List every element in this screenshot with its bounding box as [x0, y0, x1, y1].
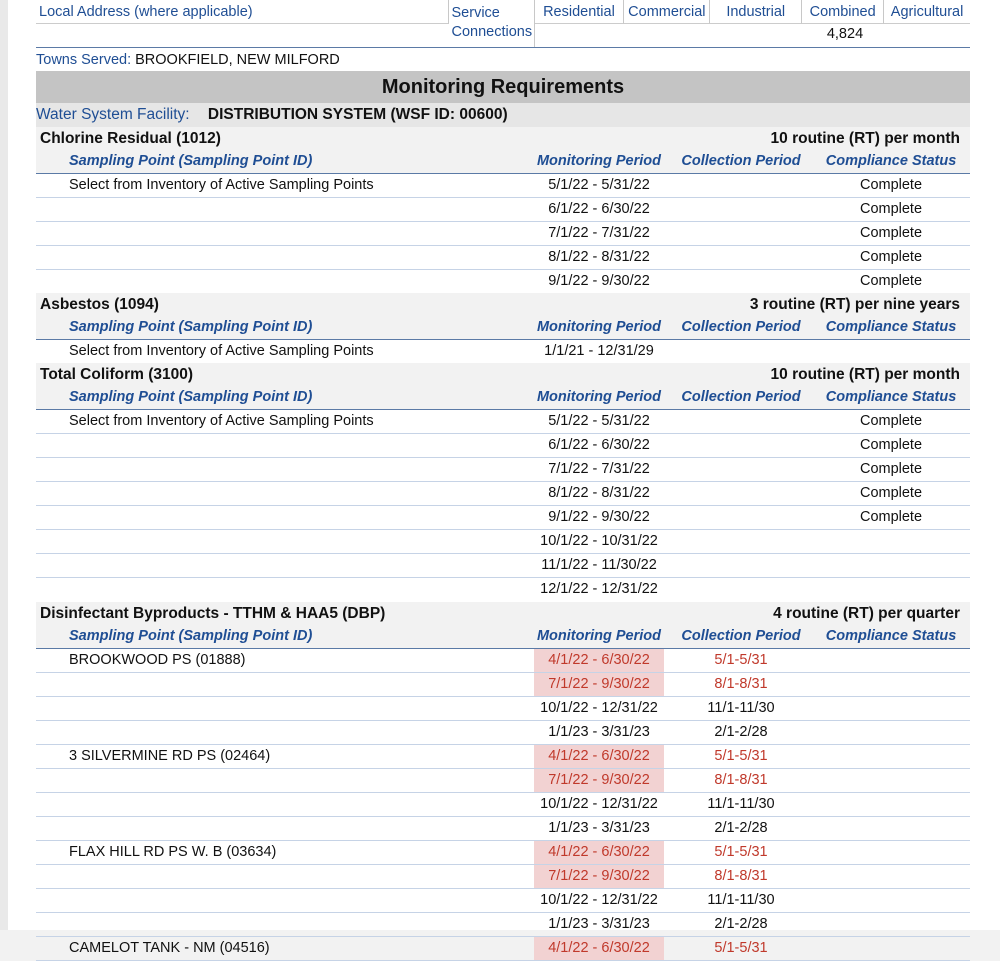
- monitoring-period: 4/1/22 - 6/30/22: [534, 937, 664, 960]
- dbp-column-headers: [36, 625, 970, 649]
- table-row: [36, 174, 970, 198]
- collection-period: 8/1-8/31: [714, 868, 768, 884]
- table-row: [36, 745, 970, 769]
- asbestos-column-headers: [36, 316, 970, 340]
- table-row: [36, 889, 970, 913]
- collection-period: 5/1-5/31: [714, 652, 768, 668]
- compliance-status: Complete: [859, 177, 923, 193]
- col-sampling-point: Sampling Point (Sampling Point ID): [69, 628, 313, 644]
- local-address-label: Local Address (where applicable): [36, 0, 449, 24]
- compliance-status: Complete: [859, 485, 923, 501]
- compliance-status: Complete: [859, 509, 923, 525]
- col-monitoring-period: Monitoring Period: [536, 389, 662, 405]
- monitoring-period: 10/1/22 - 12/31/22: [540, 892, 658, 908]
- monitoring-period: 6/1/22 - 6/30/22: [548, 201, 650, 217]
- col-collection-period: Collection Period: [681, 628, 801, 644]
- col-compliance-status: Compliance Status: [825, 628, 957, 644]
- col-sampling-point: Sampling Point (Sampling Point ID): [69, 389, 313, 405]
- table-row: [36, 865, 970, 889]
- table-row: [36, 506, 970, 530]
- monitoring-period: 4/1/22 - 6/30/22: [534, 841, 664, 864]
- table-row: [36, 410, 970, 434]
- coliform-section-header: [36, 363, 970, 386]
- towns-served-value: BROOKFIELD, NEW MILFORD: [135, 52, 340, 68]
- chlorine-name: Chlorine Residual (1012): [40, 130, 221, 147]
- compliance-status: Complete: [859, 201, 923, 217]
- table-row: [36, 246, 970, 270]
- asbestos-frequency: 3 routine (RT) per nine years: [749, 296, 960, 313]
- monitoring-period: 10/1/22 - 10/31/22: [540, 533, 658, 549]
- table-row: [36, 458, 970, 482]
- table-row: [36, 554, 970, 578]
- table-row: [36, 841, 970, 865]
- table-row: [36, 434, 970, 458]
- chlorine-frequency: 10 routine (RT) per month: [770, 130, 960, 147]
- sampling-point-name[interactable]: CAMELOT TANK - NM (04516): [69, 940, 270, 956]
- monitoring-period: 1/1/23 - 3/31/23: [548, 724, 650, 740]
- collection-period: 5/1-5/31: [714, 940, 768, 956]
- address-header-row: [36, 0, 970, 48]
- monitoring-period: 8/1/22 - 8/31/22: [548, 249, 650, 265]
- monitoring-period: 7/1/22 - 7/31/22: [548, 225, 650, 241]
- table-row: [36, 222, 970, 246]
- monitoring-period: 4/1/22 - 6/30/22: [534, 745, 664, 768]
- towns-served: [36, 48, 970, 70]
- monitoring-period: 9/1/22 - 9/30/22: [548, 509, 650, 525]
- compliance-status: Complete: [859, 225, 923, 241]
- report-content: [36, 0, 970, 961]
- service-connections-line1: Service: [451, 5, 500, 21]
- dbp-section-header: [36, 602, 970, 625]
- monitoring-period: 10/1/22 - 12/31/22: [540, 700, 658, 716]
- col-monitoring-period: Monitoring Period: [536, 319, 662, 335]
- asbestos-section-header: [36, 293, 970, 316]
- category-combined: Combined: [802, 0, 884, 24]
- monitoring-period: 8/1/22 - 8/31/22: [548, 485, 650, 501]
- sampling-point-name[interactable]: FLAX HILL RD PS W. B (03634): [69, 844, 277, 860]
- table-row: [36, 697, 970, 721]
- col-compliance-status: Compliance Status: [825, 319, 957, 335]
- table-row: [36, 198, 970, 222]
- category-agricultural: Agricultural: [884, 0, 970, 24]
- collection-period: 2/1-2/28: [714, 724, 768, 740]
- monitoring-period: 11/1/22 - 11/30/22: [541, 557, 657, 573]
- collection-period: 5/1-5/31: [714, 748, 768, 764]
- coliform-column-headers: [36, 386, 970, 410]
- col-collection-period: Collection Period: [681, 153, 801, 169]
- compliance-status: Complete: [859, 437, 923, 453]
- monitoring-period: 7/1/22 - 9/30/22: [534, 865, 664, 888]
- col-sampling-point: Sampling Point (Sampling Point ID): [69, 319, 313, 335]
- category-industrial: Industrial: [710, 0, 802, 24]
- col-collection-period: Collection Period: [681, 389, 801, 405]
- monitoring-period: 1/1/21 - 12/31/29: [544, 343, 654, 359]
- sampling-point-name[interactable]: 3 SILVERMINE RD PS (02464): [69, 748, 271, 764]
- table-row: [36, 817, 970, 841]
- col-compliance-status: Compliance Status: [825, 153, 957, 169]
- compliance-status: Complete: [859, 413, 923, 429]
- chlorine-section-header: [36, 127, 970, 150]
- facility-value: DISTRIBUTION SYSTEM (WSF ID: 00600): [207, 106, 508, 123]
- collection-period: 2/1-2/28: [714, 820, 768, 836]
- table-row: [36, 340, 970, 363]
- sampling-point-link[interactable]: Select from Inventory of Active Sampling Points: [69, 177, 374, 193]
- table-row: [36, 482, 970, 506]
- table-row: [36, 793, 970, 817]
- dbp-frequency: 4 routine (RT) per quarter: [773, 605, 960, 622]
- towns-served-label: Towns Served:: [36, 52, 132, 68]
- monitoring-period: 9/1/22 - 9/30/22: [548, 273, 650, 289]
- col-monitoring-period: Monitoring Period: [536, 153, 662, 169]
- table-row: [36, 937, 970, 961]
- monitoring-period: 12/1/22 - 12/31/22: [540, 581, 658, 597]
- collection-period: 2/1-2/28: [714, 916, 768, 932]
- facility-row: [36, 103, 970, 127]
- combined-connections-value: 4,824: [826, 26, 864, 42]
- monitoring-period: 1/1/23 - 3/31/23: [548, 820, 650, 836]
- monitoring-period: 7/1/22 - 9/30/22: [534, 673, 664, 696]
- table-row: [36, 530, 970, 554]
- sampling-point-link[interactable]: Select from Inventory of Active Sampling Points: [69, 413, 374, 429]
- service-connections-label: [449, 0, 535, 47]
- collection-period: 8/1-8/31: [714, 772, 768, 788]
- dbp-name: Disinfectant Byproducts - TTHM & HAA5 (DBP): [40, 605, 386, 622]
- table-row: [36, 578, 970, 601]
- chlorine-column-headers: [36, 150, 970, 174]
- monitoring-period: 1/1/23 - 3/31/23: [548, 916, 650, 932]
- sampling-point-name[interactable]: BROOKWOOD PS (01888): [69, 652, 246, 668]
- coliform-frequency: 10 routine (RT) per month: [770, 366, 960, 383]
- monitoring-period: 7/1/22 - 9/30/22: [534, 769, 664, 792]
- monitoring-requirements-title: Monitoring Requirements: [36, 71, 970, 103]
- collection-period: 11/1-11/30: [707, 796, 775, 812]
- col-sampling-point: Sampling Point (Sampling Point ID): [69, 153, 313, 169]
- compliance-status: Complete: [859, 461, 923, 477]
- document-page: [8, 0, 1000, 956]
- table-row: [36, 721, 970, 745]
- monitoring-period: 7/1/22 - 7/31/22: [548, 461, 650, 477]
- coliform-name: Total Coliform (3100): [40, 366, 194, 383]
- monitoring-period: 10/1/22 - 12/31/22: [540, 796, 658, 812]
- col-compliance-status: Compliance Status: [825, 389, 957, 405]
- monitoring-period: 6/1/22 - 6/30/22: [548, 437, 650, 453]
- collection-period: 11/1-11/30: [707, 892, 775, 908]
- sampling-point-link[interactable]: Select from Inventory of Active Sampling Points: [69, 343, 374, 359]
- collection-period: 11/1-11/30: [707, 700, 775, 716]
- table-row: [36, 769, 970, 793]
- collection-period: 5/1-5/31: [714, 844, 768, 860]
- category-residential: Residential: [535, 0, 625, 24]
- monitoring-period: 5/1/22 - 5/31/22: [548, 413, 650, 429]
- asbestos-name: Asbestos (1094): [40, 296, 159, 313]
- col-collection-period: Collection Period: [681, 319, 801, 335]
- table-row: [36, 913, 970, 937]
- service-connections-line2: Connections: [451, 24, 533, 40]
- table-row: [36, 673, 970, 697]
- table-row: [36, 270, 970, 293]
- compliance-status: Complete: [859, 249, 923, 265]
- collection-period: 8/1-8/31: [714, 676, 768, 692]
- col-monitoring-period: Monitoring Period: [536, 628, 662, 644]
- monitoring-period: 4/1/22 - 6/30/22: [534, 649, 664, 672]
- table-row: [36, 649, 970, 673]
- category-commercial: Commercial: [624, 0, 710, 24]
- facility-label: Water System Facility:: [36, 106, 190, 123]
- compliance-status: Complete: [859, 273, 923, 289]
- monitoring-period: 5/1/22 - 5/31/22: [548, 177, 650, 193]
